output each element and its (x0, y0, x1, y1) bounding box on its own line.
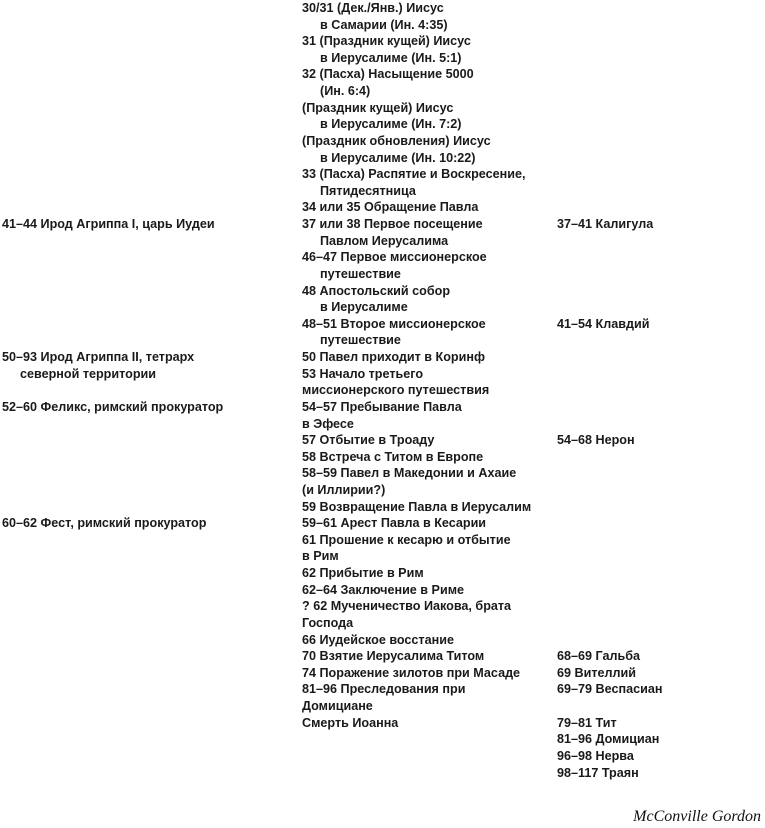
timeline-entry: Домициане (302, 699, 373, 714)
timeline-entry: ? 62 Мученичество Иакова, брата (302, 599, 512, 614)
timeline-entry: 37 или 38 Первое посещение (302, 217, 483, 232)
timeline-entry: в Иерусалиме (Ин. 7:2) (320, 117, 462, 132)
footer-signature: McConville Gordon (633, 808, 761, 825)
timeline-entry: (и Иллирии?) (302, 482, 386, 497)
timeline-entry: 53 Начало третьего (302, 366, 424, 381)
timeline-entry: 81–96 Домициан (557, 732, 660, 747)
timeline-entry: 46–47 Первое миссионерское (302, 250, 487, 265)
timeline-entry: 98–117 Траян (557, 765, 639, 780)
timeline-entry: Господа (302, 615, 354, 630)
timeline-entry: 58–59 Павел в Македонии и Ахаие (302, 466, 517, 481)
timeline-entry: 57 Отбытие в Троаду (302, 433, 435, 448)
timeline-entry: 48 Апостольский собор (302, 283, 451, 298)
timeline-entry: 66 Иудейское восстание (302, 632, 454, 647)
timeline-entry: 68–69 Гальба (557, 649, 641, 664)
timeline-entry: в Иерусалиме (320, 300, 408, 315)
timeline-entry: 59 Возвращение Павла в Иерусалим (302, 499, 532, 514)
timeline-entry: 69 Вителлий (557, 665, 636, 680)
timeline-entry: (Праздник обновления) Иисус (302, 133, 491, 148)
timeline-entry: 62 Прибытие в Рим (302, 566, 424, 581)
timeline-entry: 54–68 Нерон (557, 433, 635, 448)
timeline-entry: 37–41 Калигула (557, 217, 654, 232)
timeline-entry: (Ин. 6:4) (320, 84, 371, 99)
timeline-entry: 60–62 Фест, римский прокуратор (2, 516, 207, 531)
timeline-entry: миссионерского путешествия (302, 383, 490, 398)
timeline-entry: 61 Прошение к кесарю и отбытие (302, 532, 511, 547)
timeline-entry: 30/31 (Дек./Янв.) Иисус (302, 1, 444, 15)
timeline-entry: 58 Встреча с Титом в Европе (302, 449, 484, 464)
timeline-entry: в Самарии (Ин. 4:35) (320, 17, 448, 32)
timeline-entry: 48–51 Второе миссионерское (302, 316, 486, 331)
timeline-entry: в Иерусалиме (Ин. 10:22) (320, 150, 476, 165)
timeline-entry: 50 Павел приходит в Коринф (302, 350, 485, 365)
timeline-entry: северной территории (20, 366, 156, 381)
timeline-entry: в Иерусалиме (Ин. 5:1) (320, 50, 462, 65)
timeline-entry: в Рим (302, 549, 339, 564)
timeline-entry: 34 или 35 Обращение Павла (302, 200, 479, 215)
timeline-entry: 41–54 Клавдий (557, 316, 650, 331)
timeline-entry: 54–57 Пребывание Павла (302, 399, 462, 414)
timeline-entry: 70 Взятие Иерусалима Титом (302, 649, 485, 664)
timeline-entry: в Эфесе (302, 416, 354, 431)
timeline-entry: (Праздник кущей) Иисус (302, 100, 454, 115)
timeline-entry: 52–60 Феликс, римский прокуратор (2, 399, 224, 414)
timeline-entry: 79–81 Тит (557, 715, 617, 730)
timeline-entry: 96–98 Нерва (557, 748, 634, 763)
timeline-entry: 50–93 Ирод Агриппа II, тетрарх (2, 350, 195, 365)
timeline-entry: путешествие (320, 333, 401, 348)
timeline-entry: 59–61 Арест Павла в Кесарии (302, 516, 487, 531)
timeline-entry: путешествие (320, 266, 401, 281)
timeline-entry: 33 (Пасха) Распятие и Воскресение, (302, 167, 526, 182)
timeline-entry: 81–96 Преследования при (302, 682, 466, 697)
timeline-entry: 31 (Праздник кущей) Иисус (302, 34, 471, 49)
timeline-entry: Павлом Иерусалима (320, 233, 449, 248)
timeline-entry: 74 Поражение зилотов при Масаде (302, 665, 521, 680)
timeline-entry: 41–44 Ирод Агриппа I, царь Иудеи (2, 217, 215, 232)
timeline-entry: Пятидесятница (320, 183, 416, 198)
timeline-entry: 62–64 Заключение в Риме (302, 582, 465, 597)
timeline-entry: Смерть Иоанна (302, 715, 399, 730)
timeline-entry: 69–79 Веспасиан (557, 682, 663, 697)
timeline-entry: 32 (Пасха) Насыщение 5000 (302, 67, 474, 82)
